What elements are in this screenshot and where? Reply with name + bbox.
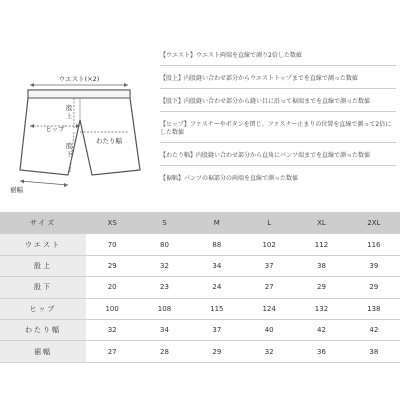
hip-label: ヒップ [45,125,65,133]
table-cell: 23 [138,277,190,298]
table-cell: 124 [243,298,295,319]
size-chart-table [0,212,400,363]
rise-label-1: 股 [66,104,73,112]
table-cell: 20 [86,277,138,298]
table-cell: 115 [191,298,243,319]
size-header-xs: XS [86,213,138,234]
definition-thigh: 【わたり幅】内股縫い合わせ部分から直角にパンツ端までを直線で測った数値 [160,152,396,166]
size-header-xl: XL [295,213,347,234]
table-row [0,234,400,255]
hem-arrow-left [20,180,24,184]
size-header-row [0,213,400,234]
table-cell: 32 [243,341,295,362]
definition-rise: 【股上】内股縫い合わせ部分からウエストトップまでを直線で測った数値 [160,75,396,89]
table-cell: 102 [243,234,295,255]
table-cell: 42 [348,319,400,340]
table-cell: 32 [138,255,190,276]
table-cell: 88 [191,234,243,255]
definition-inseam: 【股下】内股縫い合わせ部分から縫い目に沿って裾端までを直線で測った数値 [160,98,396,112]
table-cell: 138 [348,298,400,319]
table-cell: 38 [348,341,400,362]
table-cell: 37 [243,255,295,276]
shorts-diagram [0,0,150,200]
waist-arrow-left [30,83,34,87]
row-label-waist: ウエスト [0,234,86,255]
table-cell: 38 [295,255,347,276]
size-header-s: S [138,213,190,234]
table-cell: 29 [295,277,347,298]
table-cell: 40 [243,319,295,340]
hem-arrow-right [64,183,68,187]
table-row [0,341,400,362]
waist-label: ウエスト(×2) [58,75,100,83]
table-cell: 39 [348,255,400,276]
measurement-definitions [160,52,396,197]
table-cell: 36 [295,341,347,362]
definition-waist: 【ウエスト】ウエスト両端を直線で測り2倍した数値 [160,52,396,66]
inseam-label-2: 下 [66,150,73,158]
waist-arrow-right [124,83,128,87]
shorts-diagram-svg [0,0,150,200]
size-header-label: サイズ [0,213,86,234]
row-label-inseam: 股下 [0,277,86,298]
table-cell: 108 [138,298,190,319]
table-cell: 100 [86,298,138,319]
table-cell: 24 [191,277,243,298]
hem-measure-line [20,181,68,185]
size-header-l: L [243,213,295,234]
size-header-m: M [191,213,243,234]
row-label-thigh: わたり幅 [0,319,86,340]
rise-label-2: 上 [66,112,73,120]
table-cell: 32 [86,319,138,340]
table-row [0,298,400,319]
table-cell: 70 [86,234,138,255]
inseam-label-1: 股 [66,142,73,150]
table-cell: 27 [86,341,138,362]
table-cell: 116 [348,234,400,255]
row-label-rise: 股上 [0,255,86,276]
table-cell: 42 [295,319,347,340]
size-header-2xl: 2XL [348,213,400,234]
definition-hem: 【裾幅】パンツの裾部分の両端を直線で測った数値 [160,175,299,182]
table-row [0,255,400,276]
table-cell: 34 [191,255,243,276]
table-cell: 29 [191,341,243,362]
table-cell: 37 [191,319,243,340]
table-cell: 29 [86,255,138,276]
table-row [0,319,400,340]
table-row [0,277,400,298]
row-label-hip: ヒップ [0,298,86,319]
table-cell: 80 [138,234,190,255]
waistband [28,90,130,98]
definition-hip: 【ヒップ】ファスナーやボタンを閉じ、ファスナー止まりの位置を直線で測って2倍にした数値 [160,121,396,143]
table-cell: 34 [138,319,190,340]
thigh-label: わたり幅 [96,137,122,145]
table-cell: 27 [243,277,295,298]
table-cell: 112 [295,234,347,255]
table-cell: 132 [295,298,347,319]
table-cell: 28 [138,341,190,362]
row-label-hem: 裾幅 [0,341,86,362]
hem-label: 裾幅 [10,186,23,194]
table-cell: 29 [348,277,400,298]
